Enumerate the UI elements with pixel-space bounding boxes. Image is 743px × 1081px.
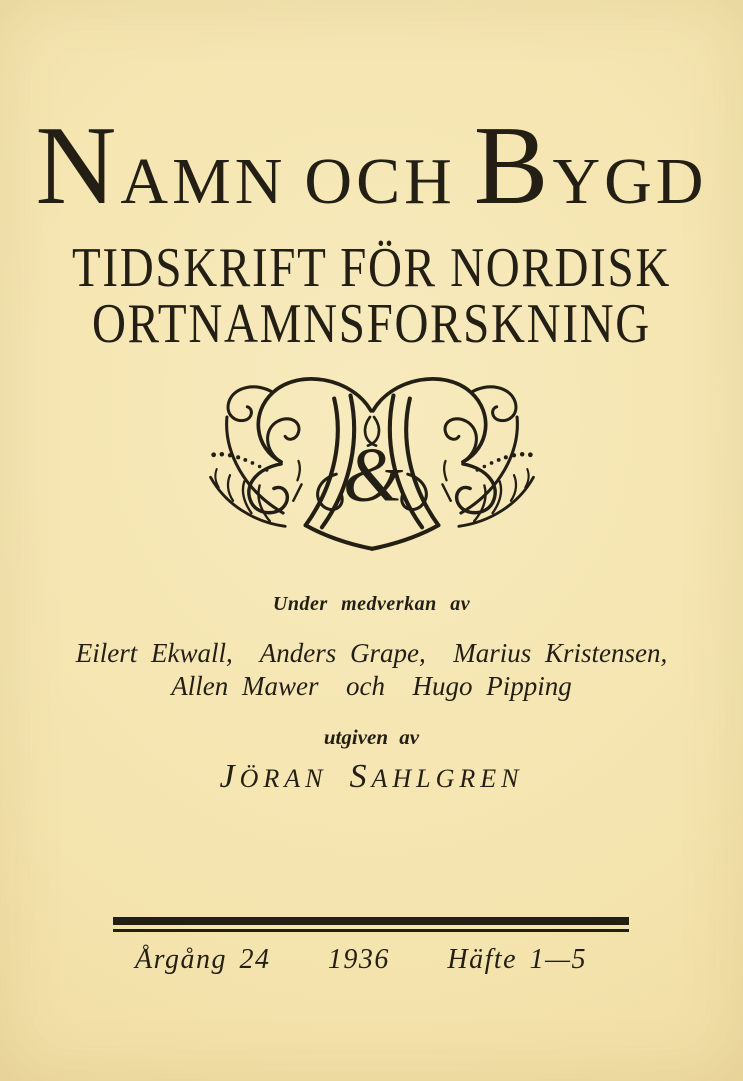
divider-rule-thin — [113, 929, 629, 932]
divider-rule-thick — [113, 917, 629, 925]
title-word-och: OCH — [304, 145, 456, 218]
title-word-bygd: YGD — [552, 145, 708, 218]
title-initial-n: N — [35, 104, 121, 228]
journal-subtitle-line2: ORTNAMNSFORSKNING — [92, 293, 651, 355]
publisher-name-ahlgren: AHLGREN — [371, 764, 524, 793]
contributors-line1: Eilert Ekwall, Anders Grape, Marius Kristensen, — [75, 638, 668, 668]
journal-subtitle-line1: TIDSKRIFT FÖR NORDISK — [72, 237, 671, 299]
imprint-year: 1936 — [327, 944, 390, 975]
publisher-name — [0, 760, 743, 794]
imprint-issue: Häfte 1—5 — [447, 944, 587, 975]
imprint-line — [113, 944, 629, 976]
contributors-label: Under medverkan av — [272, 593, 471, 615]
contributors-line2: Allen Mawer och Hugo Pipping — [171, 671, 572, 701]
ampersand-glyph: & — [342, 431, 403, 518]
title-word-namn: AMN — [120, 145, 287, 218]
publisher-initial-s: S — [349, 758, 372, 795]
title-initial-b: B — [473, 104, 553, 228]
imprint-volume: Årgång 24 — [135, 944, 271, 975]
publisher-initial-j: J — [219, 758, 240, 795]
publisher-name-oran: ÖRAN — [239, 764, 328, 793]
publisher-label: utgiven av — [323, 725, 420, 749]
nb-monogram-icon — [183, 374, 561, 556]
journal-title — [0, 104, 743, 228]
